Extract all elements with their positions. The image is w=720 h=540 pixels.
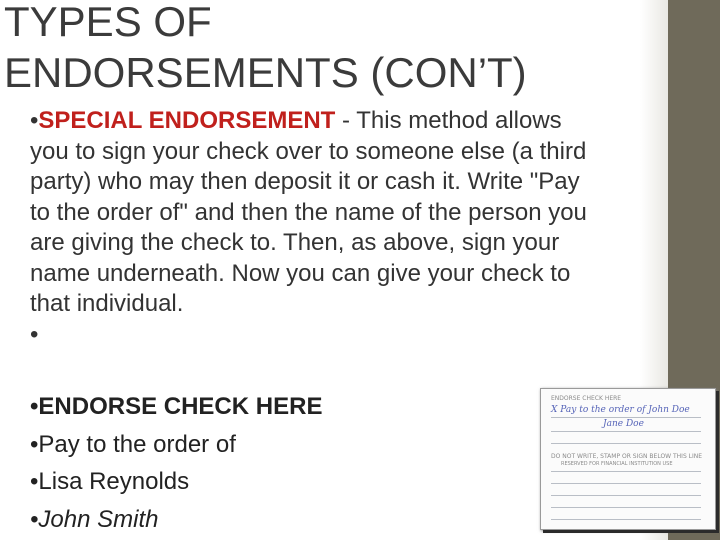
slide-title-line-1: TYPES OF [4, 0, 212, 45]
list-item-text: John Smith [38, 505, 159, 533]
check-handwriting-line-2: Jane Doe [603, 419, 644, 429]
special-endorsement-text: This method allows you to sign your check over to someone else (a third party) who may then deposit it or cash it. Write "Pay to the order of" and then the name of the person you are giving the check to. Then, as above, sign your name underneath. Now you can give your check to that individual. [30, 107, 587, 317]
list-item [30, 388, 322, 426]
check-handwriting-line-1: X Pay to the order of John Doe [551, 405, 690, 415]
list-item-text: Lisa Reynolds [38, 468, 190, 495]
endorsement-example-list [30, 388, 322, 538]
bullet: • [30, 468, 39, 495]
bullet: • [30, 320, 39, 348]
list-item [30, 501, 322, 539]
slide-title-line-2: ENDORSEMENTS (CON’T) [4, 49, 527, 96]
check-rule [551, 495, 701, 496]
dash: - [335, 107, 357, 134]
check-rule [551, 483, 701, 484]
list-item-text: Pay to the order of [38, 430, 236, 458]
bullet: • [30, 393, 39, 420]
list-item-text: ENDORSE CHECK HERE [38, 393, 323, 420]
empty-bullet-item [30, 320, 590, 355]
check-rule [551, 417, 701, 418]
check-rule [551, 507, 701, 508]
bullet: • [30, 430, 39, 458]
check-rule [551, 519, 701, 520]
list-item [30, 463, 322, 501]
check-back-image [540, 388, 716, 530]
special-endorsement-heading: SPECIAL ENDORSEMENT [38, 107, 336, 134]
list-item [30, 426, 322, 464]
bullet: • [30, 107, 39, 134]
slide-title [4, 0, 644, 98]
check-rule [551, 471, 701, 472]
check-rule [551, 443, 701, 444]
special-endorsement-paragraph [30, 106, 590, 320]
check-header-label: ENDORSE CHECK HERE [551, 395, 622, 402]
check-footer-label: DO NOT WRITE, STAMP OR SIGN BELOW THIS LINE [551, 453, 703, 460]
check-footer-sublabel: RESERVED FOR FINANCIAL INSTITUTION USE [561, 461, 673, 467]
check-rule [551, 431, 701, 432]
bullet: • [30, 505, 39, 533]
slide-body [30, 106, 590, 355]
